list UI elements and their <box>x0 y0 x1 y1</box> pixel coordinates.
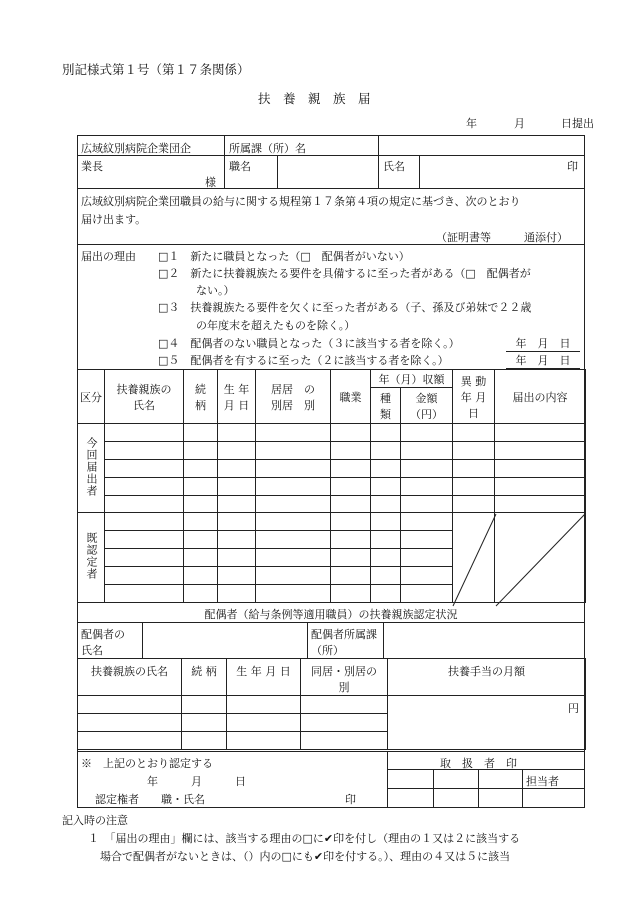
header-change-date: 異 動 年 月 日 <box>453 370 495 424</box>
header-occupation: 職業 <box>331 370 371 424</box>
header-residence: 居居 の 別居 別 <box>256 370 331 424</box>
header-name: 扶養親族の 氏名 <box>105 370 184 424</box>
name-label: 氏名 <box>383 160 405 173</box>
section-new-applicants: 今回届出者 <box>78 424 105 513</box>
spouse-section-title: 配偶者（給与条例等適用職員）の扶養親族認定状況 <box>204 608 458 621</box>
certificate-count: （証明書等 通添付） <box>436 231 568 244</box>
header-relation: 続 柄 <box>184 370 218 424</box>
reason-2-cont: ない。） <box>196 284 235 297</box>
reason-4: □４ 配偶者のない職員となった（３に該当する者を除く。） <box>158 337 460 350</box>
header-birth: 生 年 月 日 <box>218 370 256 424</box>
org-title: 業長 <box>81 160 103 173</box>
divider <box>387 751 388 808</box>
seal-mark: 印 <box>567 160 578 173</box>
honorific: 様 <box>205 176 216 189</box>
certify-date: 年 月 日 <box>147 775 246 788</box>
divider <box>383 622 384 658</box>
reason-5: □５ 配偶者を有するに至った（２に該当する者を除く。） <box>158 354 449 367</box>
certify-note: ※ 上記のとおり認定する <box>81 757 213 770</box>
divider <box>142 622 143 658</box>
intro-line1: 広域紋別病院企業団職員の給与に関する規程第１７条第４項の規定に基づき、次のとおり <box>81 195 521 208</box>
dept-label: 所属課（所）名 <box>229 142 306 155</box>
reason-3: □３ 扶養親族たる要件を欠くに至った者がある（子、孫及び弟妹で２２歳 <box>158 301 532 314</box>
table-row[interactable] <box>78 696 182 714</box>
header-allowance: 扶養手当の月額 <box>388 659 586 696</box>
spouse-dependents-table <box>77 658 586 750</box>
tanto-label: 担当者 <box>526 775 559 788</box>
divider <box>307 622 308 658</box>
spouse-dept-label2: （所） <box>311 644 344 657</box>
org-name: 広域紋別病院企業団企 <box>81 142 191 155</box>
header-spouse-dep-name: 扶養親族の氏名 <box>78 659 182 696</box>
reason-3-cont: の年度末を超えたものを除く。） <box>196 319 356 332</box>
table-row[interactable] <box>78 732 182 750</box>
note-1: １ 「届出の理由」欄には、該当する理由の□に✔印を付し（理由の１又は２に該当する <box>88 832 521 845</box>
authority-label: 認定権者 職・氏名 <box>95 793 205 806</box>
form-reference: 別記様式第１号（第１７条関係） <box>62 62 250 77</box>
authority-seal: 印 <box>345 793 356 806</box>
header-income-kind: 種 類 <box>371 388 401 424</box>
table-row[interactable] <box>78 714 182 732</box>
header-income: 年（月）収額 <box>371 370 453 388</box>
date-submit-label: 日提出 <box>561 117 594 130</box>
allowance-amount[interactable]: 円 <box>388 696 586 750</box>
spouse-dept-label: 配偶者所属課 <box>311 628 377 641</box>
date-year-label: 年 <box>466 117 477 130</box>
divider <box>522 769 523 808</box>
section-existing: 既認定者 <box>78 513 105 603</box>
handler-label: 取 扱 者 印 <box>440 757 517 770</box>
reason-label: 届出の理由 <box>81 250 136 263</box>
header-spouse-residence: 同居・別居の 別 <box>301 659 388 696</box>
intro-line2: 届け出ます。 <box>81 213 147 226</box>
spouse-name-label2: 氏名 <box>81 644 103 657</box>
reason-5-date: 年 月 日 <box>506 352 580 369</box>
divider <box>478 769 479 808</box>
notes-title: 記入時の注意 <box>62 814 128 827</box>
divider <box>77 751 585 752</box>
reason-2: □２ 新たに扶養親族たる要件を具備するに至った者がある（□ 配偶者が <box>158 267 531 280</box>
header-income-amount: 金額 （円） <box>401 388 453 424</box>
header-spouse-relation: 続 柄 <box>182 659 227 696</box>
divider <box>433 769 434 808</box>
header-spouse-birth: 生 年 月 日 <box>227 659 301 696</box>
header-kubun: 区分 <box>78 370 105 424</box>
form-title: 扶 養 親 族 届 <box>258 91 371 106</box>
date-month-label: 月 <box>514 117 525 130</box>
reason-1: □１ 新たに職員となった（□ 配偶者がいない） <box>158 250 410 263</box>
job-label: 職名 <box>229 160 251 173</box>
note-1-cont: 場合で配偶者がないときは、（）内の□にも✔印を付する。）、理由の４又は５に該当 <box>100 850 511 863</box>
reason-4-date: 年 月 日 <box>506 335 580 352</box>
spouse-name-label: 配偶者の <box>81 628 125 641</box>
divider <box>77 622 585 623</box>
header-content: 届出の内容 <box>495 370 586 424</box>
